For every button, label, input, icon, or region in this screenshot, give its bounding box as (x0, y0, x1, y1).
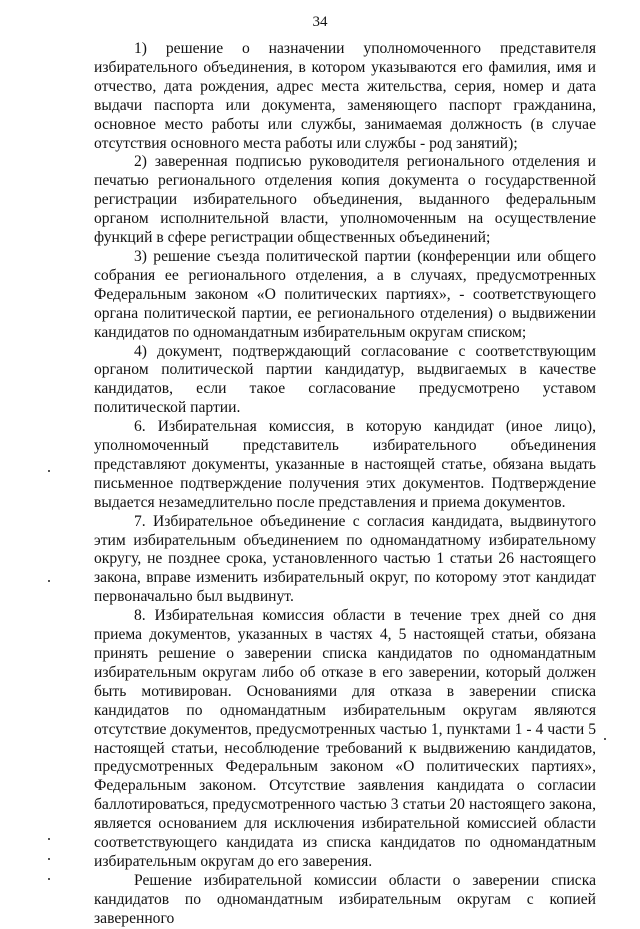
scan-mark (48, 878, 50, 880)
scan-mark (48, 580, 50, 582)
document-body (94, 40, 596, 929)
paragraph-item-4: 4) документ, подтверждающий согласование с соответствующим органом политической партии кандидатур, выдвигаемых в качестве кандидатов, если такое согласование предусмотрено уставом политической партии. (94, 342, 596, 417)
paragraph-item-2: 2) заверенная подписью руководителя регионального отделения и печатью регионального отделения копия документа о государственной регистрации избирательного объединения, выданного федеральным органом исполнительной власти, уполномоченным на осуществление функций в сфере регистрации общественных объединений; (94, 153, 596, 247)
paragraph-section-6: 6. Избирательная комиссия, в которую кандидат (иное лицо), уполномоченный представитель избирательного объединения представляют документы, указанные в настоящей статье, обязана выдать письменное подтверждение получения этих документов. Подтверждение выдается незамедлительно после представления и приема документов. (94, 418, 596, 511)
paragraph-section-7: 7. Избирательное объединение с согласия кандидата, выдвинутого этим избирательным объединением по одномандатному избирательному округу, не позднее срока, установленного частью 1 статьи 26 настоящего закона, вправе изменить избирательный округ, по которому этот кандидат первоначально был выдвинут. (94, 512, 596, 606)
scan-mark (48, 858, 50, 860)
paragraph-item-1: 1) решение о назначении уполномоченного представителя избирательного объединения, в котором указываются его фамилия, имя и отчество, дата рождения, адрес места жительства, серия, номер и дата выдачи паспорта или документа, заменяющего паспорт гражданина, основное место работы или службы, занимаемая должность (в случае отсутствия основного места работы или службы - род занятий); (94, 40, 596, 152)
paragraph-section-8: 8. Избирательная комиссия области в течение трех дней со дня приема документов, указанных в частях 4, 5 настоящей статьи, обязана принять решение о заверении списка кандидатов по одномандатным избирательным округам либо об отказе в его заверении, который должен быть мотивирован. Основаниями для отказа в заверении списка кандидатов по одномандатным избирательным округам являются отсутствие документов, предусмотренных частью 1, пунктами 1 - 4 части 5 настоящей статьи, несоблюдение требований к выдвижению кандидатов, предусмотренных Федеральным законом «О политических партиях», Федеральным законом. Отсутствие заявления кандидата о согласии баллотироваться, предусмотренного частью 3 статьи 20 настоящего закона, является основанием для исключения избирательной комиссией области соответствующего кандидата из списка кандидатов по одномандатным избирательным округам до его заверения. (94, 607, 596, 870)
paragraph-item-3: 3) решение съезда политической партии (конференции или общего собрания ее регионального отделения, а в случаях, предусмотренных Федеральным законом «О политических партиях», - соответствующего органа политической партии, ее регионального отделения) о выдвижении кандидатов по одномандатным избирательным округам списком; (94, 247, 596, 341)
scan-mark (48, 470, 50, 472)
paragraph-decision: Решение избирательной комиссии области о заверении списка кандидатов по одномандатным избирательным округам с копией заверенного (94, 871, 596, 927)
page-number: 34 (312, 14, 328, 30)
scan-mark (604, 738, 606, 740)
scan-mark (48, 838, 50, 840)
